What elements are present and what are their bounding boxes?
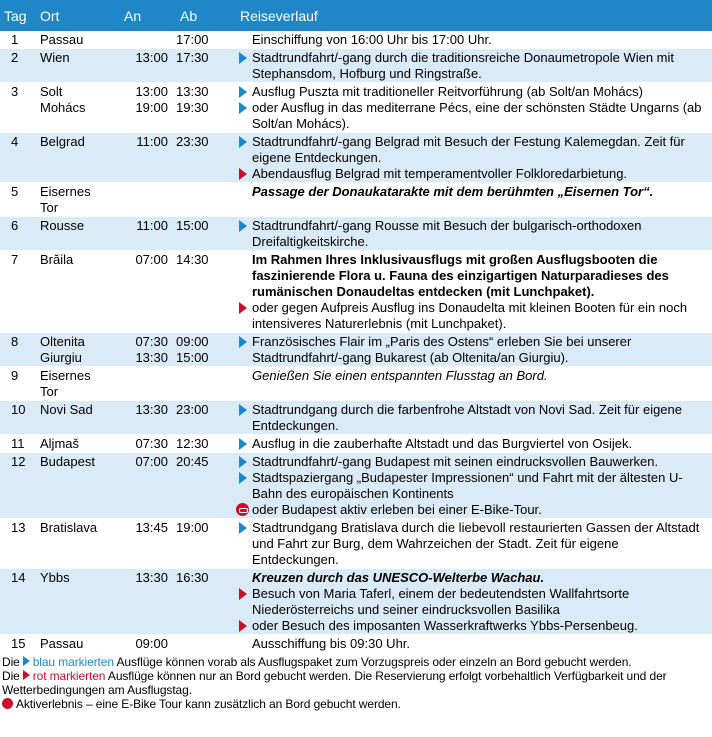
day-number: 5	[11, 184, 19, 199]
day-number: 1	[11, 32, 19, 47]
excursion-text: Stadtspaziergang „Budapester Impressionen“ und Fahrt mit der ältesten U-Bahn des europäischen Kontinents	[252, 470, 683, 501]
arrival-time-second: 19:00	[135, 100, 168, 115]
red-marker-icon	[239, 588, 247, 600]
port-name-cell	[38, 83, 110, 133]
arrival-time: 07:00	[135, 252, 168, 267]
arrival-time: 11:00	[136, 218, 168, 233]
arrival-time: 13:30	[135, 402, 168, 417]
port-name-cell	[38, 133, 110, 183]
table-row	[0, 251, 712, 333]
port-name-cell	[38, 367, 110, 401]
itinerary-cell	[228, 333, 712, 367]
table-row	[0, 635, 712, 653]
arrival-time-cell	[110, 31, 172, 49]
legend-bike-text: Aktiverlebnis – eine E-Bike Tour kann zusätzlich an Bord gebucht werden.	[16, 697, 401, 711]
excursion-item	[236, 502, 708, 518]
port-name-cell	[38, 401, 110, 435]
excursion-text: Abendausflug Belgrad mit temperamentvoller Folkloredarbietung.	[252, 166, 628, 181]
table-row	[0, 435, 712, 453]
port-name: Belgrad	[40, 134, 85, 149]
departure-time-cell	[172, 183, 228, 217]
excursion-text: Stadtrundgang durch die farbenfrohe Altstadt von Novi Sad. Zeit für eigene Entdeckungen.	[252, 402, 682, 433]
day-number-cell	[0, 401, 38, 435]
itinerary-cell	[228, 251, 712, 333]
departure-time-cell	[172, 333, 228, 367]
legend-red	[2, 669, 710, 697]
port-name: Passau	[40, 636, 84, 651]
red-marker-icon	[239, 168, 247, 180]
port-name: Aljmaš	[40, 436, 80, 451]
excursion-text: oder Budapest aktiv erleben bei einer E-Bike-Tour.	[252, 502, 542, 517]
table-row	[0, 453, 712, 519]
excursion-text: Ausflug in die zauberhafte Altstadt und das Burgviertel von Osijek.	[252, 436, 633, 451]
header-ab: Ab	[172, 0, 228, 31]
arrival-time: 07:00	[135, 454, 168, 469]
departure-time-cell	[172, 569, 228, 635]
departure-time-cell	[172, 453, 228, 519]
arrival-time: 07:30	[135, 334, 168, 349]
table-body	[0, 31, 712, 653]
port-name: Brăila	[40, 252, 74, 267]
excursion-text: Passage der Donaukatarakte mit dem berühmten „Eisernen Tor“.	[252, 184, 654, 199]
departure-time: 23:30	[176, 134, 209, 149]
port-name: Passau	[40, 32, 84, 47]
excursion-item	[236, 454, 708, 470]
departure-time: 23:00	[176, 402, 209, 417]
excursion-text: Stadtrundgang Bratislava durch die liebevoll restaurierten Gassen der Altstadt und Fahrt zur Burg, dem Wahrzeichen der Stadt. Zeit für eigene Entdeckungen.	[252, 520, 700, 567]
day-number: 6	[11, 218, 19, 233]
arrival-time-cell	[110, 401, 172, 435]
departure-time-cell	[172, 31, 228, 49]
blue-marker-icon	[239, 86, 247, 98]
arrival-time-cell	[110, 217, 172, 251]
arrival-time: 07:30	[135, 436, 168, 451]
arrival-time-second: 13:30	[135, 570, 168, 585]
day-number-cell	[0, 251, 38, 333]
excursion-item	[236, 520, 708, 568]
itinerary-cell	[228, 31, 712, 49]
excursion-text: Einschiffung von 16:00 Uhr bis 17:00 Uhr.	[252, 32, 492, 47]
red-marker-icon	[23, 670, 30, 680]
excursion-text: Stadtrundfahrt/-gang Budapest mit seinen eindrucksvollen Bauwerken.	[252, 454, 659, 469]
blue-marker-icon	[239, 438, 247, 450]
arrival-time-cell	[110, 49, 172, 83]
excursion-item	[236, 402, 708, 434]
arrival-time-cell	[110, 519, 172, 569]
departure-time-cell	[172, 133, 228, 183]
excursion-item	[236, 32, 708, 48]
table-header-row	[0, 0, 712, 31]
excursion-text: Stadtrundfahrt/-gang Rousse mit Besuch der bulgarisch-orthodoxen Dreifaltigkeitskirche.	[252, 218, 642, 249]
excursion-item	[236, 586, 708, 618]
ebike-icon	[236, 503, 249, 516]
blue-marker-icon	[239, 52, 247, 64]
excursion-item	[236, 334, 708, 366]
itinerary-cell	[228, 401, 712, 435]
arrival-time: 13:00	[135, 84, 168, 99]
arrival-time-cell	[110, 453, 172, 519]
port-name-cell	[38, 333, 110, 367]
arrival-time-cell	[110, 569, 172, 635]
excursion-text: Stadtrundfahrt/-gang durch die traditionsreiche Donaumetropole Wien mit Stephansdom, Hofburg und Ringstraße.	[252, 50, 675, 81]
itinerary-cell	[228, 133, 712, 183]
day-number-cell	[0, 367, 38, 401]
port-name-cell	[38, 251, 110, 333]
day-number: 7	[11, 252, 19, 267]
arrival-time-cell	[110, 83, 172, 133]
excursion-text: Genießen Sie einen entspannten Flusstag an Bord.	[252, 368, 548, 383]
arrival-time-cell	[110, 435, 172, 453]
arrival-time-cell	[110, 635, 172, 653]
port-name-second: Giurgiu	[40, 350, 82, 365]
day-number: 12	[11, 454, 26, 469]
day-number-cell	[0, 217, 38, 251]
port-name: Solt	[40, 84, 63, 99]
departure-time-cell	[172, 635, 228, 653]
port-name-cell	[38, 49, 110, 83]
departure-time-cell	[172, 435, 228, 453]
excursion-item	[236, 134, 708, 166]
day-number-cell	[0, 569, 38, 635]
excursion-item	[236, 50, 708, 82]
blue-marker-icon	[239, 456, 247, 468]
port-name-cell	[38, 635, 110, 653]
port-name-cell	[38, 31, 110, 49]
excursion-text: oder Ausflug in das mediterrane Pécs, eine der schönsten Städte Ungarns (ab Solt/an Mohács).	[252, 100, 702, 131]
excursion-text: Im Rahmen Ihres Inklusivausflugs mit großen Ausflugsbooten die faszinierende Flora u. Fauna des einzigartigen Naturparadieses des rumänischen Donaudeltas entdecken (mit Lunchpaket).	[252, 252, 669, 299]
arrival-time: 13:45	[135, 520, 168, 535]
arrival-time-cell	[110, 183, 172, 217]
port-name-cell	[38, 519, 110, 569]
itinerary-cell	[228, 183, 712, 217]
itinerary-cell	[228, 453, 712, 519]
excursion-item	[236, 368, 708, 384]
table-row	[0, 83, 712, 133]
day-number-cell	[0, 635, 38, 653]
day-number-cell	[0, 31, 38, 49]
port-name-second: Mohács	[40, 100, 86, 115]
port-name: Eisernes Tor	[40, 368, 91, 399]
itinerary-cell	[228, 635, 712, 653]
excursion-item	[236, 636, 708, 652]
day-number: 4	[11, 134, 19, 149]
blue-marker-icon	[239, 522, 247, 534]
departure-time: 15:00	[176, 218, 209, 233]
departure-time: 17:30	[176, 50, 209, 65]
excursion-item	[236, 570, 708, 586]
itinerary-cell	[228, 435, 712, 453]
table-row	[0, 569, 712, 635]
departure-time-cell	[172, 401, 228, 435]
excursion-text: oder gegen Aufpreis Ausflug ins Donaudelta mit kleinen Booten für ein noch intensiveres Naturerlebnis (mit Lunchpaket).	[252, 300, 688, 331]
legend-red-pre: Die	[2, 669, 20, 683]
arrival-time: 11:00	[136, 134, 168, 149]
departure-time: 12:30	[176, 436, 209, 451]
departure-time-cell	[172, 83, 228, 133]
excursion-item	[236, 252, 708, 300]
arrival-time: 09:00	[135, 636, 168, 651]
legend-red-text: Ausflüge können nur an Bord gebucht werden. Die Reservierung erfolgt vorbehaltlich Verfügbarkeit und der Wetterbedingungen am Ausflugstag.	[2, 669, 667, 697]
excursion-text: Ausschiffung bis 09:30 Uhr.	[252, 636, 411, 651]
day-number: 15	[11, 636, 26, 651]
itinerary-cell	[228, 519, 712, 569]
day-number-cell	[0, 519, 38, 569]
table-row	[0, 333, 712, 367]
excursion-item	[236, 470, 708, 502]
port-name: Budapest	[40, 454, 95, 469]
day-number-cell	[0, 83, 38, 133]
table-row	[0, 217, 712, 251]
table-row	[0, 31, 712, 49]
excursion-text: Stadtrundfahrt/-gang Belgrad mit Besuch der Festung Kalemegdan. Zeit für eigene Entdeckungen.	[252, 134, 685, 165]
arrival-time-cell	[110, 251, 172, 333]
departure-time: 13:30	[176, 84, 209, 99]
header-ort: Ort	[38, 0, 110, 31]
port-name-cell	[38, 435, 110, 453]
excursion-text: Kreuzen durch das UNESCO-Welterbe Wachau.	[252, 570, 545, 585]
table-row	[0, 49, 712, 83]
departure-time-cell	[172, 251, 228, 333]
excursion-item	[236, 436, 708, 452]
blue-marker-icon	[239, 336, 247, 348]
blue-marker-icon	[239, 472, 247, 484]
legend-blue-label: blau markierten	[32, 655, 114, 669]
table-row	[0, 133, 712, 183]
legend-blue	[2, 655, 710, 669]
table-row	[0, 401, 712, 435]
legend-red-label: rot markierten	[32, 669, 106, 683]
table-row	[0, 183, 712, 217]
port-name-second: Ybbs	[40, 570, 70, 585]
day-number-cell	[0, 133, 38, 183]
legend	[0, 653, 712, 711]
port-name-cell	[38, 569, 110, 635]
arrival-time: 13:00	[135, 50, 168, 65]
departure-time-cell	[172, 519, 228, 569]
port-name-cell	[38, 183, 110, 217]
arrival-time-cell	[110, 133, 172, 183]
excursion-text: Besuch von Maria Taferl, einem der bedeutendsten Wallfahrtsorte Niederösterreichs und seiner eindrucksvollen Basilika	[252, 586, 630, 617]
departure-time: 14:30	[176, 252, 209, 267]
departure-time-cell	[172, 217, 228, 251]
header-an: An	[110, 0, 172, 31]
day-number-cell	[0, 435, 38, 453]
port-name-cell	[38, 217, 110, 251]
port-name: Wien	[40, 50, 70, 65]
departure-time: 17:00	[176, 32, 209, 47]
day-number: 8	[11, 334, 19, 349]
port-name: Bratislava	[40, 520, 98, 535]
departure-time: 19:00	[176, 520, 209, 535]
departure-time-cell	[172, 367, 228, 401]
itinerary-cell	[228, 367, 712, 401]
blue-marker-icon	[239, 404, 247, 416]
arrival-time-second: 13:30	[135, 350, 168, 365]
itinerary-cell	[228, 83, 712, 133]
blue-marker-icon	[239, 136, 247, 148]
itinerary-cell	[228, 569, 712, 635]
port-name: Rousse	[40, 218, 85, 233]
header-tag: Tag	[0, 0, 38, 31]
legend-blue-pre: Die	[2, 655, 20, 669]
departure-time-second: 15:00	[176, 350, 209, 365]
arrival-time-cell	[110, 333, 172, 367]
excursion-text: Ausflug Puszta mit traditioneller Reitvorführung (ab Solt/an Mohács)	[252, 84, 643, 99]
departure-time: 09:00	[176, 334, 209, 349]
excursion-item	[236, 300, 708, 332]
departure-time: 20:45	[176, 454, 209, 469]
port-name: Eisernes Tor	[40, 184, 91, 215]
day-number: 9	[11, 368, 19, 383]
red-marker-icon	[239, 620, 247, 632]
excursion-text: Französisches Flair im „Paris des Ostens“ erleben Sie bei unserer Stadtrundfahrt/-gang Bukarest (ab Oltenita/an Giurgiu).	[252, 334, 632, 365]
day-number-cell	[0, 333, 38, 367]
blue-marker-icon	[23, 656, 30, 666]
excursion-item	[236, 184, 708, 200]
ebike-icon	[2, 698, 13, 709]
red-marker-icon	[239, 302, 247, 314]
day-number-cell	[0, 183, 38, 217]
day-number-cell	[0, 49, 38, 83]
itinerary-cell	[228, 217, 712, 251]
legend-blue-text: Ausflüge können vorab als Ausflugspaket zum Vorzugspreis oder einzeln an Bord gebucht werden.	[116, 655, 632, 669]
day-number: 13	[11, 520, 26, 535]
blue-marker-icon	[239, 102, 247, 114]
blue-marker-icon	[239, 220, 247, 232]
excursion-item	[236, 218, 708, 250]
excursion-item	[236, 618, 708, 634]
day-number: 3	[11, 84, 19, 99]
header-reiseverlauf: Reiseverlauf	[228, 0, 712, 31]
port-name: Novi Sad	[40, 402, 93, 417]
excursion-item	[236, 84, 708, 100]
day-number: 11	[11, 436, 25, 451]
day-number: 14	[11, 570, 26, 585]
day-number-cell	[0, 453, 38, 519]
departure-time-cell	[172, 49, 228, 83]
port-name: Oltenita	[40, 334, 85, 349]
day-number: 10	[11, 402, 26, 417]
itinerary-cell	[228, 49, 712, 83]
arrival-time-cell	[110, 367, 172, 401]
table-row	[0, 519, 712, 569]
excursion-item	[236, 166, 708, 182]
day-number: 2	[11, 50, 19, 65]
departure-time-second: 19:30	[176, 100, 209, 115]
excursion-text: oder Besuch des imposanten Wasserkraftwerks Ybbs-Persenbeug.	[252, 618, 638, 633]
legend-bike	[2, 697, 710, 711]
table-row	[0, 367, 712, 401]
excursion-item	[236, 100, 708, 132]
departure-time-second: 16:30	[176, 570, 209, 585]
port-name-cell	[38, 453, 110, 519]
